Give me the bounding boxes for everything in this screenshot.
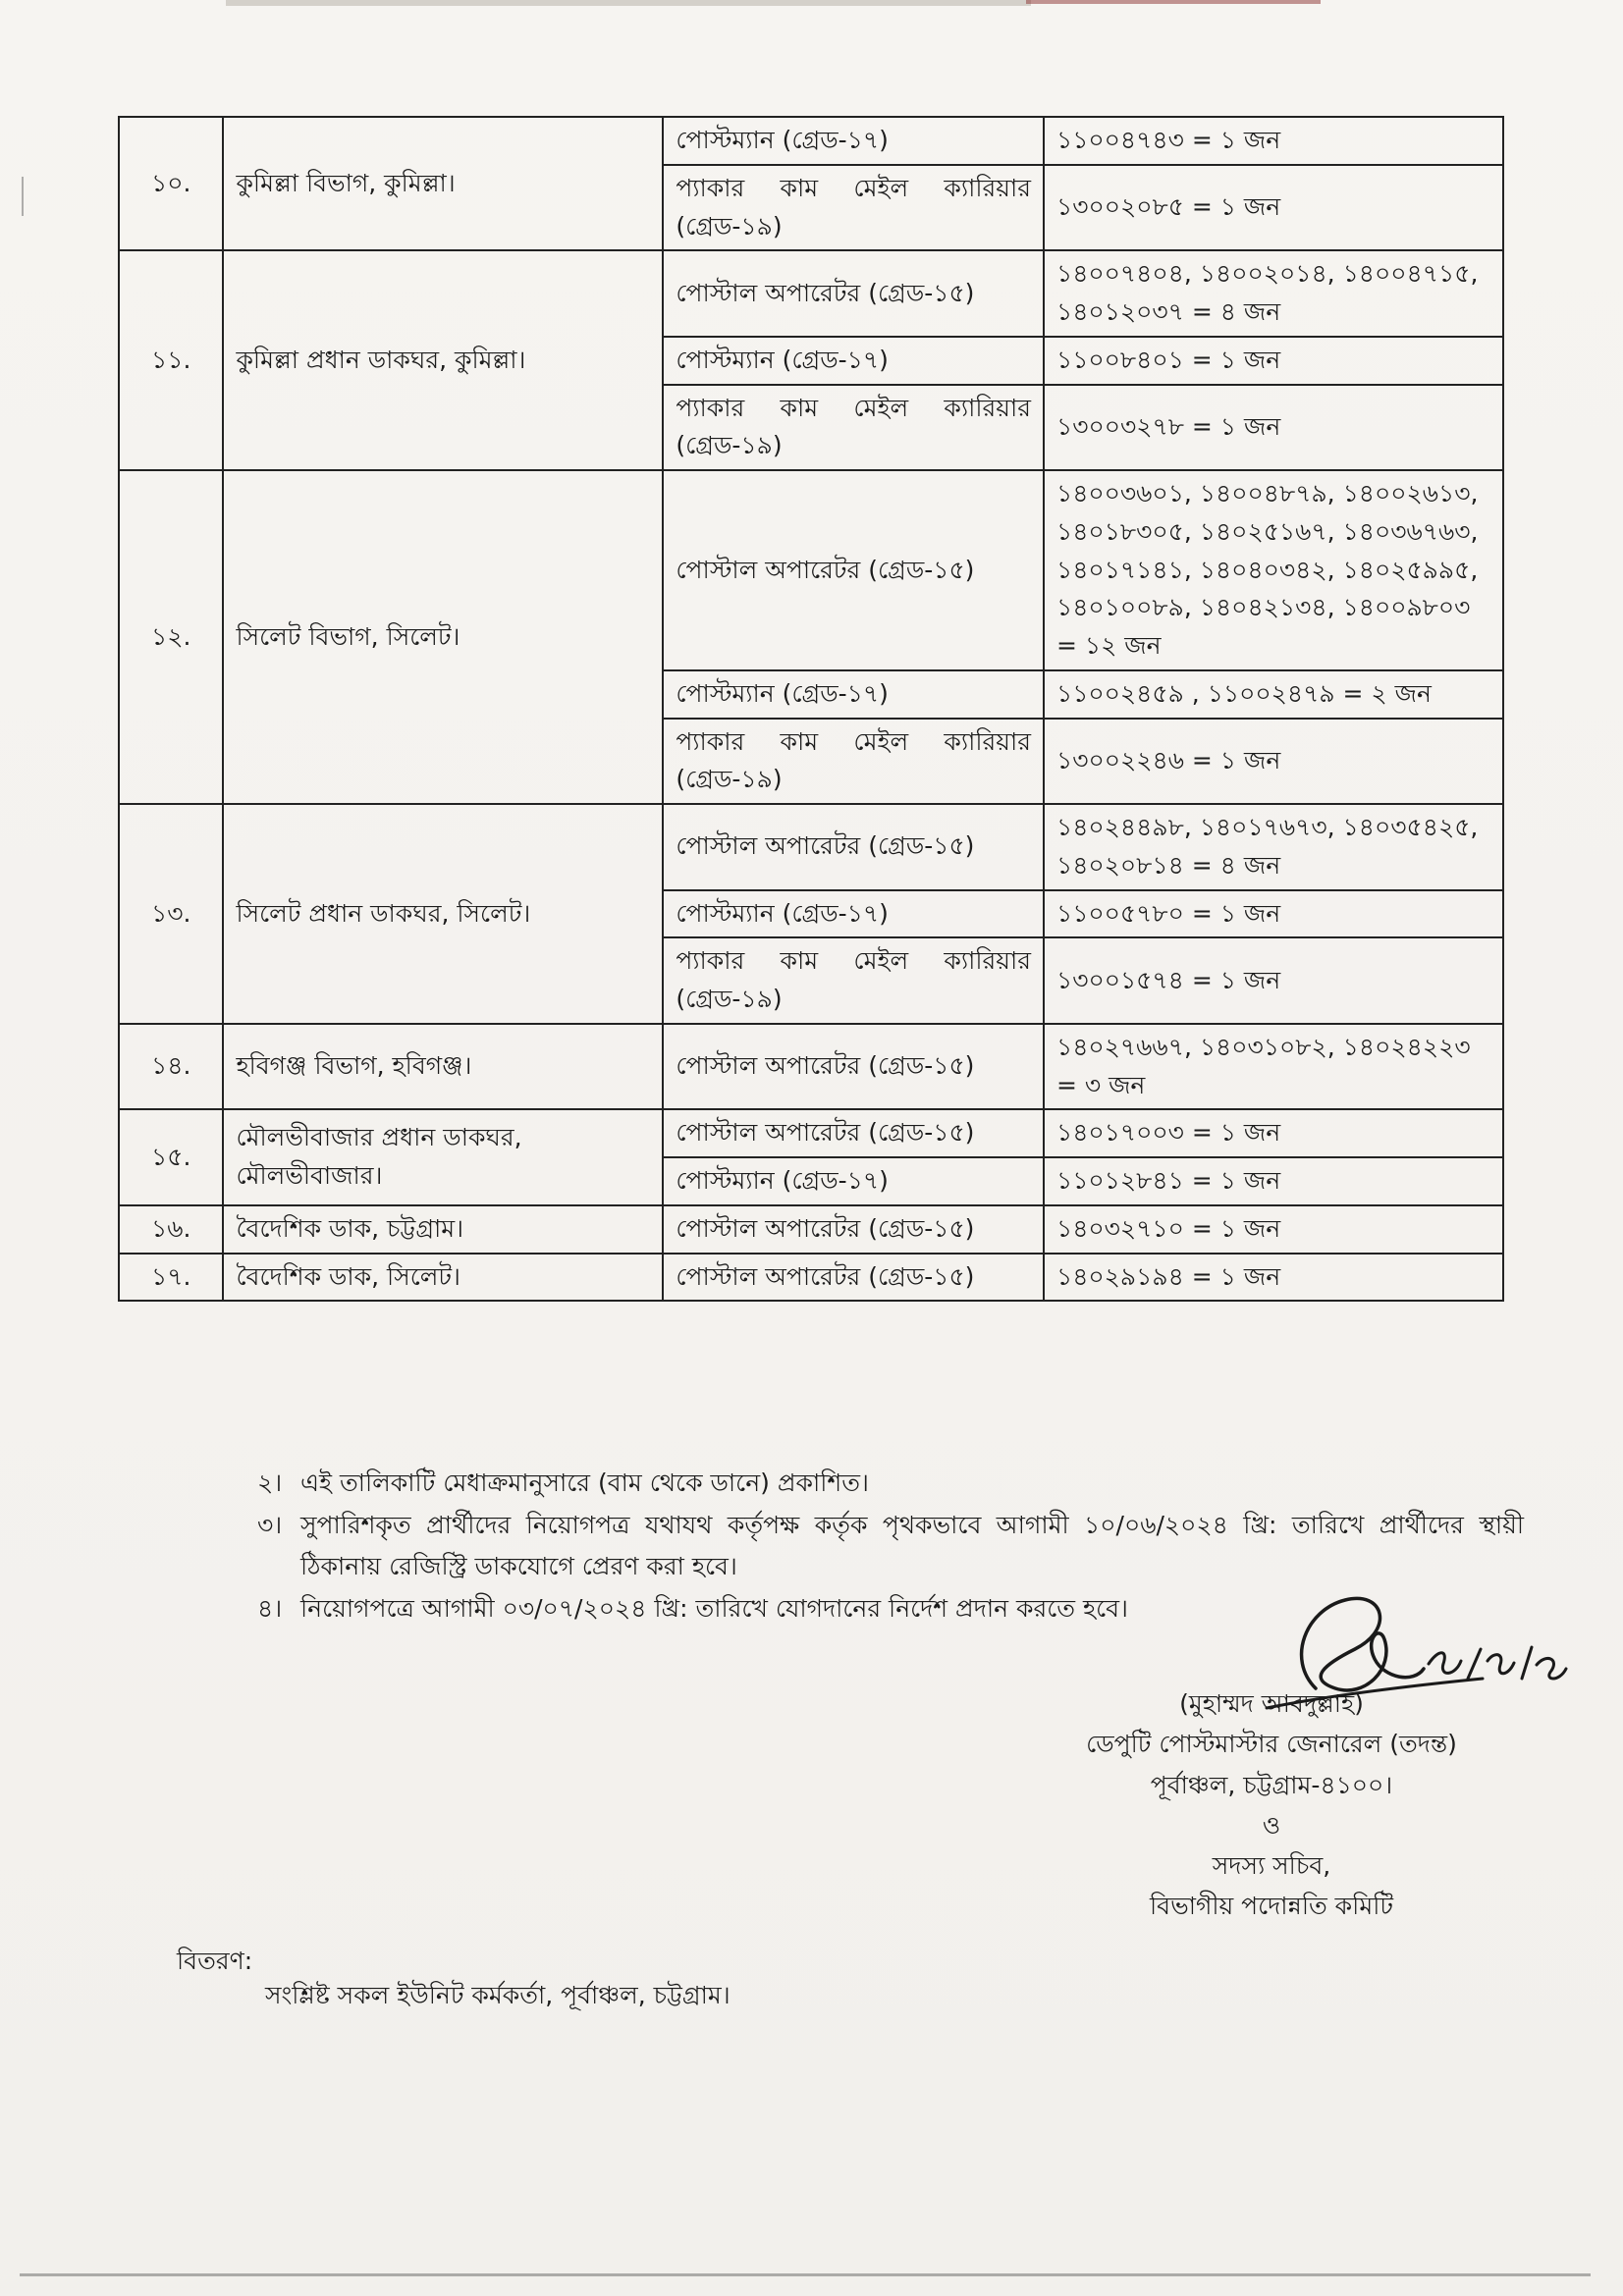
post-cell: পোস্টাল অপারেটর (গ্রেড-১৫): [663, 250, 1044, 337]
table-row: [119, 1109, 1503, 1157]
post-cell: প্যাকার কাম মেইল ক্যারিয়ার (গ্রেড-১৯): [663, 165, 1044, 251]
candidate-ids-cell: ১৪০২৯১৯৪ = ১ জন: [1044, 1254, 1503, 1302]
signatory-role: সদস্য সচিব,: [1212, 1851, 1331, 1880]
table-row: [119, 1254, 1503, 1302]
post-cell: পোস্টাল অপারেটর (গ্রেড-১৫): [663, 470, 1044, 670]
serial-number-cell: ১৩.: [119, 804, 223, 1024]
office-cell: হবিগঞ্জ বিভাগ, হবিগঞ্জ।: [223, 1024, 663, 1110]
post-cell: প্যাকার কাম মেইল ক্যারিয়ার (গ্রেড-১৯): [663, 937, 1044, 1024]
candidate-ids-cell: ১৪০২৪৪৯৮, ১৪০১৭৬৭৩, ১৪০৩৫৪২৫, ১৪০২০৮১৪ = ৪ জন: [1044, 804, 1503, 890]
signature-block: [1041, 1683, 1502, 1927]
office-cell: সিলেট প্রধান ডাকঘর, সিলেট।: [223, 804, 663, 1024]
note-text: সুপারিশকৃত প্রার্থীদের নিয়োগপত্র যথাযথ কর্তৃপক্ষ কর্তৃক পৃথকভাবে আগামী ১০/০৬/২০২৪ খ্রি: তারিখে প্রার্থীদের স্থায়ী ঠিকানায় রেজিস্ট্রি ডাকযোগে প্রেরণ করা হবে।: [300, 1510, 1524, 1580]
table-row: [119, 117, 1503, 165]
post-cell: পোস্টম্যান (গ্রেড-১৭): [663, 890, 1044, 938]
post-cell: পোস্টম্যান (গ্রেড-১৭): [663, 117, 1044, 165]
candidate-ids-cell: ১৩০০২২৪৬ = ১ জন: [1044, 719, 1503, 805]
post-cell: পোস্টাল অপারেটর (গ্রেড-১৫): [663, 1024, 1044, 1110]
table-row: [119, 804, 1503, 890]
post-cell: পোস্টম্যান (গ্রেড-১৭): [663, 337, 1044, 385]
candidate-ids-cell: ১১০০২৪৫৯ , ১১০০২৪৭৯ = ২ জন: [1044, 670, 1503, 719]
candidate-ids-cell: ১৩০০২০৮৫ = ১ জন: [1044, 165, 1503, 251]
note-text: নিয়োগপত্রে আগামী ০৩/০৭/২০২৪ খ্রি: তারিখে যোগদানের নির্দেশ প্রদান করতে হবে।: [300, 1593, 1128, 1623]
office-cell: মৌলভীবাজার প্রধান ডাকঘর, মৌলভীবাজার।: [223, 1109, 663, 1205]
office-cell: কুমিল্লা বিভাগ, কুমিল্লা।: [223, 117, 663, 250]
serial-number-cell: ১৪.: [119, 1024, 223, 1110]
candidate-ids-cell: ১৪০০৭৪০৪, ১৪০০২০১৪, ১৪০০৪৭১৫, ১৪০১২০৩৭ = ৪ জন: [1044, 250, 1503, 337]
post-cell: পোস্টাল অপারেটর (গ্রেড-১৫): [663, 1205, 1044, 1254]
candidate-ids-cell: ১৪০১৭০০৩ = ১ জন: [1044, 1109, 1503, 1157]
post-cell: পোস্টম্যান (গ্রেড-১৭): [663, 1157, 1044, 1205]
candidate-ids-cell: ১৪০০৩৬০১, ১৪০০৪৮৭৯, ১৪০০২৬১৩, ১৪০১৮৩০৫, ১৪০২৫১৬৭, ১৪০৩৬৭৬৩, ১৪০১৭১৪১, ১৪০৪০৩৪২, ১৪০২৫৯৯৫, ১৪০১০০৮৯, ১৪০৪২১৩৪, ১৪০০৯৮০৩ = ১২ জন: [1044, 470, 1503, 670]
office-cell: বৈদেশিক ডাক, চট্টগ্রাম।: [223, 1205, 663, 1254]
scan-top-mark: [226, 0, 1031, 6]
scan-bottom-edge: [20, 2273, 1591, 2276]
post-cell: প্যাকার কাম মেইল ক্যারিয়ার (গ্রেড-১৯): [663, 719, 1044, 805]
serial-number-cell: ১৬.: [119, 1205, 223, 1254]
note-number: ৩।: [257, 1510, 283, 1539]
note-text: এই তালিকাটি মেধাক্রমানুসারে (বাম থেকে ডানে) প্রকাশিত।: [300, 1468, 869, 1497]
office-cell: কুমিল্লা প্রধান ডাকঘর, কুমিল্লা।: [223, 250, 663, 470]
serial-number-cell: ১২.: [119, 470, 223, 804]
post-cell: পোস্টাল অপারেটর (গ্রেড-১৫): [663, 1254, 1044, 1302]
candidate-ids-cell: ১৩০০১৫৭৪ = ১ জন: [1044, 937, 1503, 1024]
serial-number-cell: ১০.: [119, 117, 223, 250]
signatory-name: (মুহাম্মদ আবদুল্লাহ): [1179, 1689, 1364, 1718]
promotion-table: [118, 116, 1504, 1302]
candidate-ids-cell: ১১০০৮৪০১ = ১ জন: [1044, 337, 1503, 385]
candidate-ids-cell: ১৪০২৭৬৬৭, ১৪০৩১০৮২, ১৪০২৪২২৩ = ৩ জন: [1044, 1024, 1503, 1110]
office-cell: সিলেট বিভাগ, সিলেট।: [223, 470, 663, 804]
office-cell: বৈদেশিক ডাক, সিলেট।: [223, 1254, 663, 1302]
post-cell: প্যাকার কাম মেইল ক্যারিয়ার (গ্রেড-১৯): [663, 385, 1044, 471]
table-row: [119, 250, 1503, 337]
serial-number-cell: ১১.: [119, 250, 223, 470]
table-row: [119, 470, 1503, 670]
candidate-ids-cell: ১১০০৪৭৪৩ = ১ জন: [1044, 117, 1503, 165]
post-cell: পোস্টাল অপারেটর (গ্রেড-১৫): [663, 1109, 1044, 1157]
post-cell: পোস্টম্যান (গ্রেড-১৭): [663, 670, 1044, 719]
scan-top-mark-red: [1026, 0, 1321, 4]
candidate-ids-cell: ১১০১২৮৪১ = ১ জন: [1044, 1157, 1503, 1205]
serial-number-cell: ১৭.: [119, 1254, 223, 1302]
note-number: ৪।: [257, 1593, 283, 1623]
candidate-ids-cell: ১৪০৩২৭১০ = ১ জন: [1044, 1205, 1503, 1254]
signatory-designation: ডেপুটি পোস্টমাস্টার জেনারেল (তদন্ত): [1086, 1730, 1457, 1759]
promotion-table-body: [119, 117, 1503, 1301]
signatory-region: পূর্বাঞ্চল, চট্টগ্রাম-৪১০০।: [1150, 1770, 1393, 1799]
serial-number-cell: ১৫.: [119, 1109, 223, 1205]
table-row: [119, 1205, 1503, 1254]
scan-edge-mark: [22, 177, 24, 216]
distribution-line: সংশ্লিষ্ট সকল ইউনিট কর্মকর্তা, পূর্বাঞ্চল, চট্টগ্রাম।: [265, 1981, 730, 2009]
distribution-label: বিতরণ:: [177, 1947, 253, 1975]
signatory-committee: বিভাগীয় পদোন্নতি কমিটি: [1150, 1892, 1393, 1921]
post-cell: পোস্টাল অপারেটর (গ্রেড-১৫): [663, 804, 1044, 890]
note-number: ২।: [257, 1468, 283, 1497]
candidate-ids-cell: ১৩০০৩২৭৮ = ১ জন: [1044, 385, 1503, 471]
candidate-ids-cell: ১১০০৫৭৮০ = ১ জন: [1044, 890, 1503, 938]
table-row: [119, 1024, 1503, 1110]
signatory-and: ও: [1262, 1810, 1281, 1840]
note-item: [257, 1463, 1524, 1505]
